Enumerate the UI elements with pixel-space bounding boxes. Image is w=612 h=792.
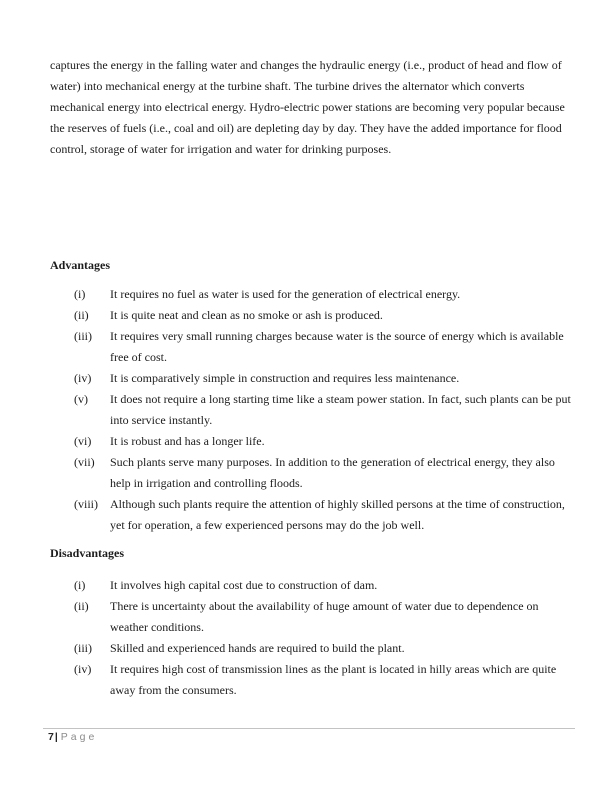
list-item-number: (ii): [74, 308, 89, 322]
list-item-number: (i): [74, 578, 86, 592]
list-item: [50, 659, 570, 701]
list-item-number: (viii): [74, 497, 98, 511]
footer-rule: [43, 728, 575, 729]
list-item: [50, 575, 570, 596]
paragraph-line: mechanical energy into electrical energy. Hydro-electric power stations are becoming very popular because: [50, 100, 565, 114]
advantages-list: [50, 284, 570, 536]
list-item-line: away from the consumers.: [110, 683, 237, 697]
intro-paragraph: [50, 55, 570, 160]
list-item-line: Although such plants require the attention of highly skilled persons at the time of construction,: [110, 497, 565, 511]
paragraph-line: the reserves of fuels (i.e., coal and oil) are depleting day by day. They have the added importance for flood: [50, 121, 562, 135]
list-item-line: Skilled and experienced hands are required to build the plant.: [110, 641, 405, 655]
list-item-line: There is uncertainty about the availability of huge amount of water due to dependence on: [110, 599, 539, 613]
list-item-number: (ii): [74, 599, 89, 613]
list-item-line: It is comparatively simple in construction and requires less maintenance.: [110, 371, 460, 385]
paragraph-line: control, storage of water for irrigation and water for drinking purposes.: [50, 142, 392, 156]
list-item-number: (iii): [74, 641, 92, 655]
list-item-number: (vi): [74, 434, 92, 448]
paragraph-line: water) into mechanical energy at the turbine shaft. The turbine drives the alternator which converts: [50, 79, 525, 93]
list-item-number: (v): [74, 392, 88, 406]
disadvantages-list: [50, 575, 570, 701]
page-content: [50, 55, 570, 701]
list-item: [50, 494, 570, 536]
list-item-line: It does not require a long starting time like a steam power station. In fact, such plants can be put: [110, 392, 571, 406]
list-item-line: It is quite neat and clean as no smoke or ash is produced.: [110, 308, 383, 322]
list-item: [50, 431, 570, 452]
advantages-heading: Advantages: [50, 258, 111, 272]
footer-separator: |: [54, 731, 58, 743]
list-item: [50, 452, 570, 494]
list-item-number: (vii): [74, 455, 95, 469]
list-item-line: It involves high capital cost due to construction of dam.: [110, 578, 378, 592]
list-item-line: It requires high cost of transmission lines as the plant is located in hilly areas which are quite: [110, 662, 557, 676]
list-item-line: weather conditions.: [110, 620, 204, 634]
list-item-line: It is robust and has a longer life.: [110, 434, 265, 448]
footer-page-word: Page: [60, 731, 98, 743]
list-item-line: into service instantly.: [110, 413, 213, 427]
list-item-number: (iv): [74, 662, 92, 676]
list-item-number: (iii): [74, 329, 92, 343]
list-item-number: (iv): [74, 371, 92, 385]
list-item-line: It requires very small running charges because water is the source of energy which is available: [110, 329, 564, 343]
list-item-line: help in irrigation and controlling floods.: [110, 476, 303, 490]
list-item: [50, 284, 570, 305]
list-item: [50, 596, 570, 638]
list-item-line: yet for operation, a few experienced persons may do the job well.: [110, 518, 425, 532]
disadvantages-heading: Disadvantages: [50, 546, 125, 560]
list-item: [50, 389, 570, 431]
list-item: [50, 326, 570, 368]
list-item-line: It requires no fuel as water is used for the generation of electrical energy.: [110, 287, 461, 301]
list-item-line: Such plants serve many purposes. In addition to the generation of electrical energy, they also: [110, 455, 555, 469]
list-item: [50, 368, 570, 389]
list-item-line: free of cost.: [110, 350, 167, 364]
list-item-number: (i): [74, 287, 86, 301]
page-number: 7: [48, 731, 54, 743]
list-item: [50, 638, 570, 659]
paragraph-line: captures the energy in the falling water and changes the hydraulic energy (i.e., product of head and flow of: [50, 58, 562, 72]
list-item: [50, 305, 570, 326]
footer: [48, 731, 97, 743]
